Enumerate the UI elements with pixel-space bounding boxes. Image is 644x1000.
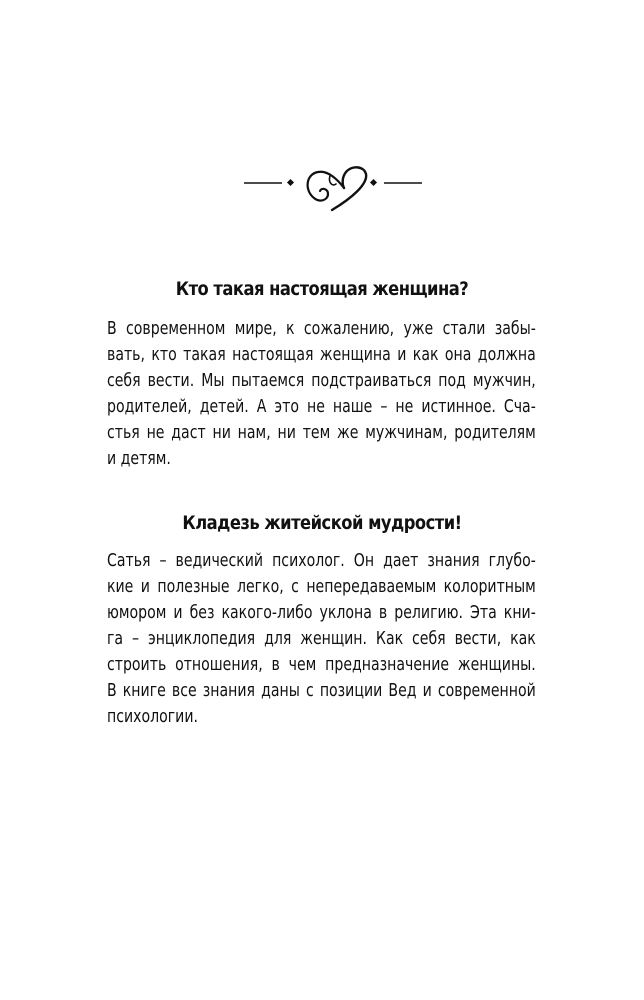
text-line: стья не даст ни нам, ни тем же мужчинам, родителям: [107, 423, 536, 443]
section-heading: Кто такая настоящая женщина?: [175, 278, 469, 300]
section-heading: Кладезь житейской мудрости!: [182, 512, 462, 534]
text-line: и детям.: [107, 449, 171, 469]
text-line: га – энциклопедия для женщин. Как себя вести, как: [107, 629, 536, 649]
text-line: психологии.: [107, 707, 199, 727]
heart-flourish-icon: [242, 160, 424, 216]
section-paragraph: [107, 548, 536, 730]
text-line: Сатья – ведический психолог. Он дает знания глубо-: [107, 551, 536, 571]
text-line: В книге все знания даны с позиции Вед и современной: [107, 681, 536, 701]
text-line: юмором и без какого-либо уклона в религию. Эта кни-: [107, 603, 536, 623]
text-line: родителей, детей. А это не наше – не истинное. Сча-: [107, 397, 536, 417]
text-line: кие и полезные легко, с непередаваемым колоритным: [107, 577, 536, 597]
text-line: вать, кто такая настоящая женщина и как она должна: [107, 345, 536, 365]
text-line: В современном мире, к сожалению, уже стали забы-: [107, 319, 536, 339]
section-paragraph: [107, 316, 536, 472]
text-line: себя вести. Мы пытаемся подстраиваться под мужчин,: [107, 371, 536, 391]
text-line: строить отношения, в чем предназначение женщины.: [107, 655, 536, 675]
